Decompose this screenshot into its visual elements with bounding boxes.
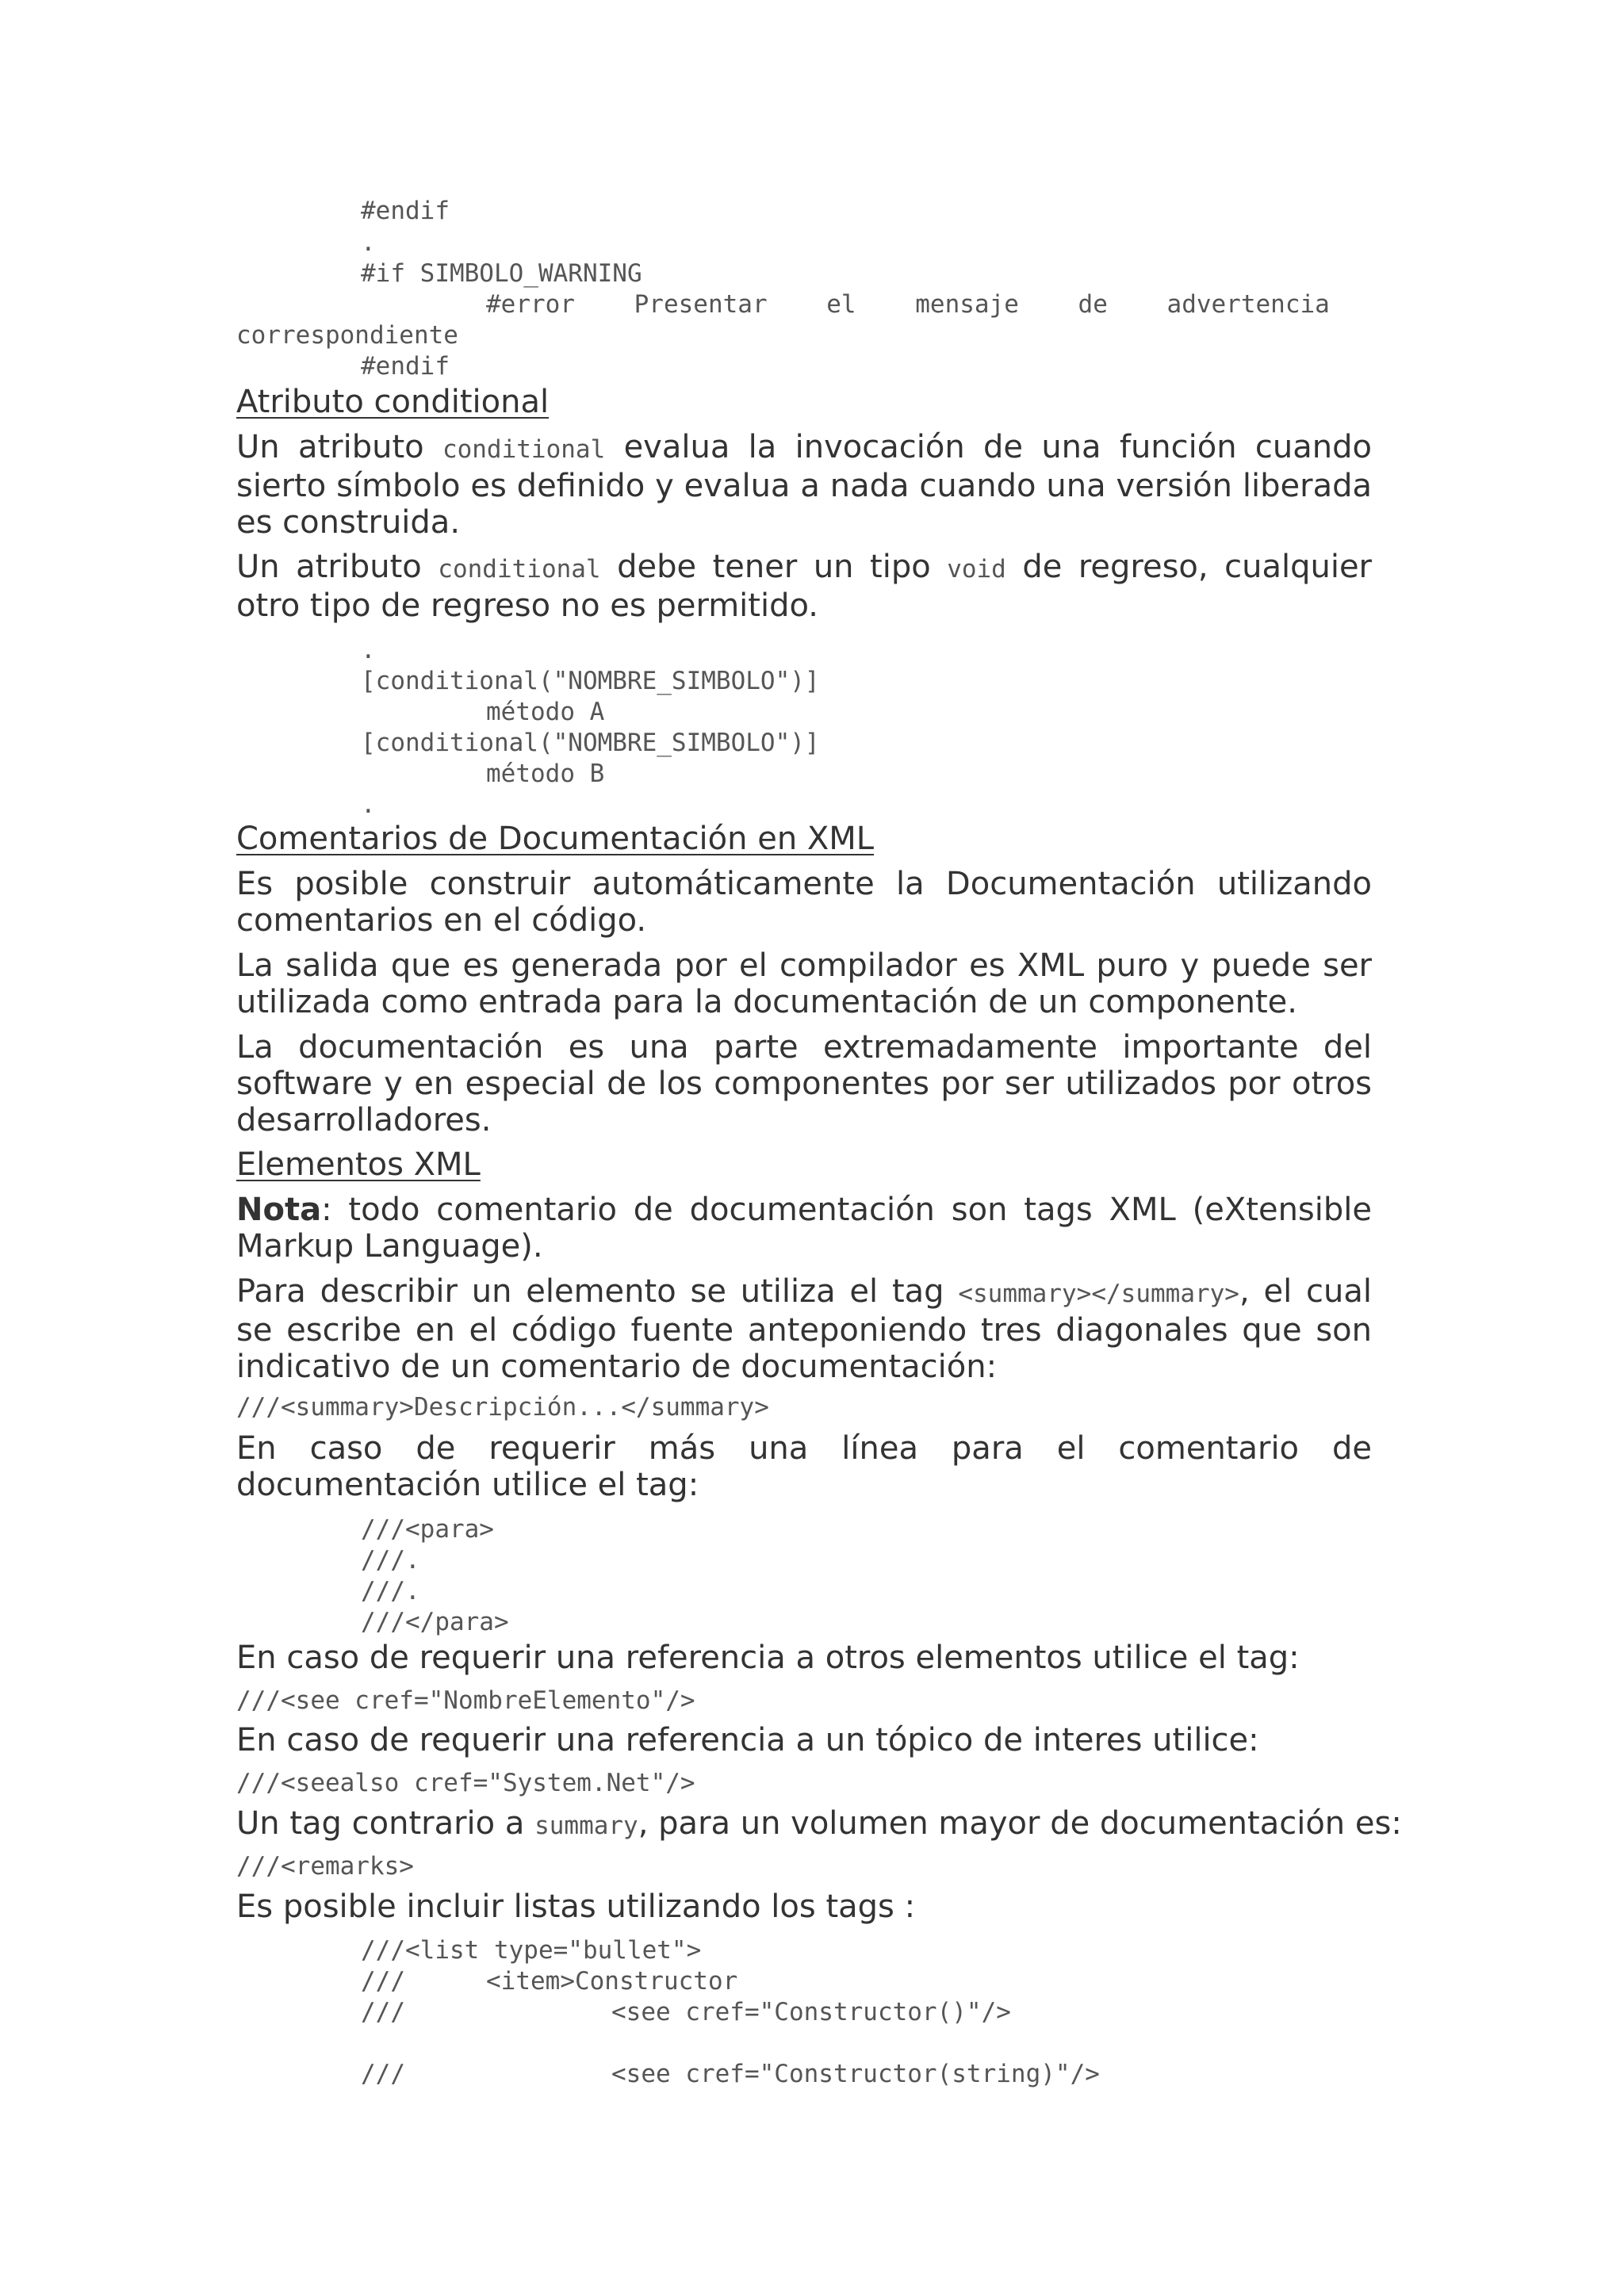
- code-line: <see cref="Constructor()"/>: [611, 1998, 1011, 2026]
- code-line: .: [361, 636, 376, 664]
- code-line: ///<summary>Descripción...</summary>: [236, 1393, 769, 1422]
- code-line: ///<list type="bullet">: [361, 1936, 702, 1965]
- code-line: #endif: [361, 197, 450, 225]
- paragraph: La documentación es una parte extremadamente importante del software y en especial de los componentes por ser utilizados por otros desarrolladores.: [236, 1029, 1372, 1138]
- inline-code: <summary></summary>: [958, 1280, 1239, 1308]
- paragraph: Es posible incluir listas utilizando los tags :: [236, 1888, 916, 1925]
- paragraph: En caso de requerir una referencia a otros elementos utilice el tag:: [236, 1640, 1300, 1676]
- section-heading: Atributo conditional: [236, 384, 550, 420]
- inline-code: summary: [534, 1812, 638, 1840]
- code-line: ///: [361, 1967, 405, 1996]
- inline-code: conditional: [442, 435, 606, 464]
- paragraph: En caso de requerir una referencia a un tópico de interes utilice:: [236, 1722, 1259, 1758]
- code-line: ///.: [361, 1577, 420, 1605]
- paragraph: La salida que es generada por el compilador es XML puro y puede ser utilizada como entrada para la documentación de un componente.: [236, 947, 1372, 1020]
- code-line: ///<remarks>: [236, 1852, 414, 1881]
- code-line: #if SIMBOLO_WARNING: [361, 259, 642, 288]
- code-line: .: [361, 228, 376, 257]
- code-line: ///<para>: [361, 1515, 494, 1544]
- note-label: Nota: [236, 1192, 322, 1228]
- code-line: correspondiente: [236, 321, 458, 350]
- code-line: .: [361, 790, 376, 819]
- inline-code: conditional: [438, 555, 601, 584]
- code-line: ///</para>: [361, 1608, 509, 1636]
- code-line: <item>Constructor: [486, 1967, 738, 1996]
- code-line: ///<see cref="NombreElemento"/>: [236, 1686, 695, 1715]
- code-line: ///<seealso cref="System.Net"/>: [236, 1769, 695, 1797]
- code-line: ///.: [361, 1546, 420, 1575]
- paragraph: Un atributo conditional evalua la invocación de una función cuando sierto símbolo es definido y evalua a nada cuando una versión liberada es construida.: [236, 429, 1372, 541]
- code-line: #error Presentar el mensaje de advertencia: [486, 290, 1330, 319]
- code-line: ///: [361, 2060, 405, 2088]
- paragraph: En caso de requerir más una línea para el comentario de documentación utilice el tag:: [236, 1430, 1372, 1503]
- code-line: [conditional("NOMBRE_SIMBOLO")]: [361, 729, 820, 757]
- paragraph: Es posible construir automáticamente la Documentación utilizando comentarios en el código.: [236, 866, 1372, 939]
- code-line: <see cref="Constructor(string)"/>: [611, 2060, 1100, 2088]
- section-heading: Comentarios de Documentación en XML: [236, 821, 875, 857]
- code-line: método B: [486, 760, 605, 788]
- code-line: #endif: [361, 352, 450, 381]
- note-paragraph: Nota: todo comentario de documentación son tags XML (eXtensible Markup Language).: [236, 1192, 1372, 1265]
- paragraph: Un tag contrario a summary, para un volumen mayor de documentación es:: [236, 1805, 1402, 1842]
- paragraph: Para describir un elemento se utiliza el tag <summary></summary>, el cual se escribe en el código fuente anteponiendo tres diagonales que son indicativo de un comentario de documentación:: [236, 1273, 1372, 1385]
- code-line: ///: [361, 1998, 405, 2026]
- code-line: [conditional("NOMBRE_SIMBOLO")]: [361, 667, 820, 695]
- section-heading: Elementos XML: [236, 1146, 481, 1183]
- inline-code: void: [947, 555, 1006, 584]
- paragraph: Un atributo conditional debe tener un tipo void de regreso, cualquier otro tipo de regreso no es permitido.: [236, 549, 1372, 624]
- code-line: método A: [486, 698, 605, 726]
